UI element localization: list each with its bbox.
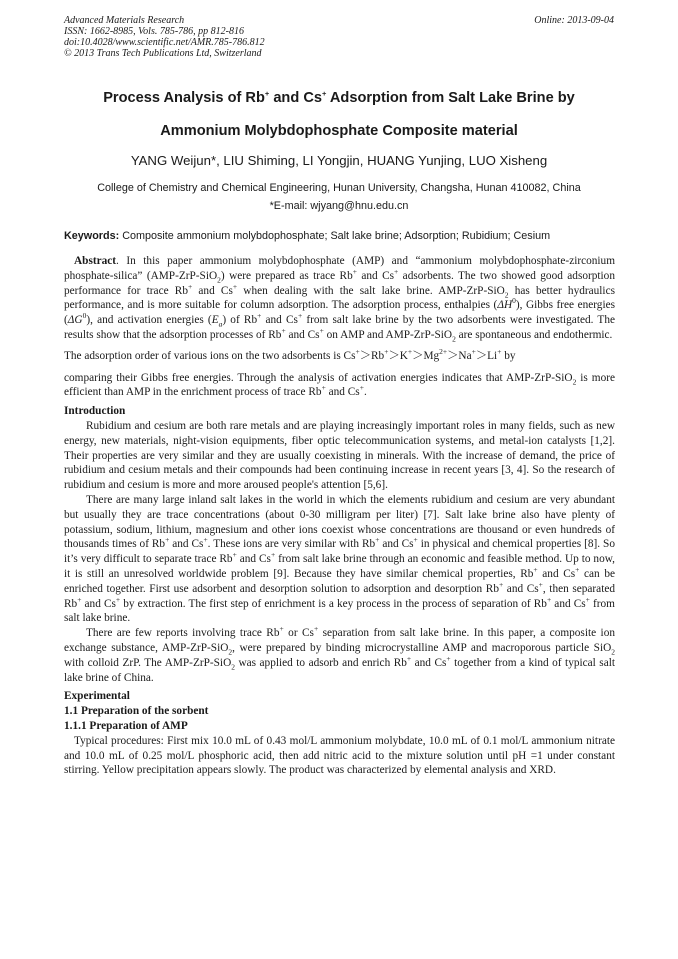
author-list: YANG Weijun*, LIU Shiming, LI Yongjin, HUANG Yunjing, LUO Xisheng	[130, 153, 548, 168]
introduction-paragraph-1: Rubidium and cesium are both rare metals and are playing increasingly important roles in many fields, such as new energy, new materials, night-vision equipments, fiber optic telecommunication systems, and metal-ion catalysts [1,2]. Their properties are very similar and they are usually coexisting in minerals. With the increase of demand, the price of rubidium and cesium metals and their compounds had been continuing increase in recent years [3, 4]. So the research of rubidium and cesium is more and more aroused people's attention [5,6].	[64, 419, 615, 492]
paper-body	[64, 254, 615, 778]
abstract-label: Abstract	[74, 255, 117, 267]
journal-issn: ISSN: 1662-8985, Vols. 785-786, pp 812-816	[64, 26, 244, 37]
abstract-paragraph: Abstract. In this paper ammonium molybdophosphate (AMP) and “ammonium molybdophosphate-zirconium phosphate-silica” (AMP-ZrP-SiO$_2$) were prepared as trace Rb+ and Cs+ adsorbents. The two showed good adsorption performance for trace Rb+ and Cs+ when dealing with the salt lake brine. AMP-ZrP-SiO$_2$ has better hydraulics performance, and is more suitable for column adsorption. The adsorption process, enthalpies $(\Delta H^0)$, Gibbs free energies $(\Delta G^0)$, and activation energies $(E_a)$ of Rb+ and Cs+ from salt lake brine by the two adsorbents were investigated. The results show that the adsorption processes of Rb+ and Cs+ on AMP and AMP-ZrP-SiO$_2$ are spontaneous and endothermic.	[64, 255, 615, 344]
keywords-label: Keywords:	[64, 230, 120, 242]
subsection-heading-1-1-1: 1.1.1 Preparation of AMP	[64, 719, 188, 732]
introduction-paragraph-3: There are few reports involving trace Rb+ or Cs+ separation from salt lake brine. In this paper, a composite ion exchange substance, AMP-ZrP-SiO$_2$, were prepared by binding microcrystalline AMP and macroporous particle SiO$_2$ with colloid ZrP. The AMP-ZrP-SiO$_2$ was applied to adsorb and enrich Rb+ and Cs+ together from a kind of typical salt lake brine of China.	[64, 624, 615, 684]
affiliation: College of Chemistry and Chemical Engineering, Hunan University, Changsha, Hunan 410082, China	[97, 182, 581, 194]
contact-email: *E-mail: wjyang@hnu.edu.cn	[269, 200, 409, 212]
paper-title-line-2: Ammonium Molybdophosphate Composite material	[160, 123, 518, 139]
journal-copyright: © 2013 Trans Tech Publications Ltd, Switzerland	[64, 48, 262, 59]
introduction-paragraph-2: There are many large inland salt lakes in the world in which the elements rubidium and cesium are very abundant but usually they are trace concentrations (about 0-30 milligram per liter) [7]. Salt lake brine also have plenty of potassium, sodium, lithium, magnesium and other ions coexist whose concentrations are thousand or even hundreds of thousands times of Rb+ and Cs+. These ions are very similar with Rb+ and Cs+ in physical and chemical properties [8]. So it’s very difficult to separate trace Rb+ and Cs+ from salt lake brine through an economic and feasible method. Up to now, it is still an unresolved worldwide problem [9]. Because they have similar chemical properties, Rb+ and Cs+ can be enriched together. First use adsorbent and desorption solution to adsorption and desorption Rb+ and Cs+, then separated Rb+ and Cs+ by extraction. The first step of enrichment is a key process in the process of separation of Rb+ and Cs+ from salt lake brine.	[64, 493, 615, 625]
paper-title-line-1: Process Analysis of Rb+ and Cs+ Adsorption from Salt Lake Brine by	[103, 89, 575, 106]
journal-name: Advanced Materials Research	[64, 15, 185, 26]
keywords	[64, 230, 616, 242]
adsorption-order-line: The adsorption order of various ions on the two adsorbents is $Cs^+>Rb^+>K^+>Mg^{2+}>Na^+>Li^+$ by	[64, 347, 516, 362]
journal-doi: doi:10.4028/www.scientific.net/AMR.785-786.812	[64, 37, 265, 48]
journal-header	[64, 15, 424, 59]
keywords-text: Composite ammonium molybdophosphate; Salt lake brine; Adsorption; Rubidium; Cesium	[119, 230, 551, 242]
introduction-heading: Introduction	[64, 405, 126, 418]
experimental-heading: Experimental	[64, 690, 130, 703]
online-date: Online: 2013-09-04	[534, 15, 614, 26]
abstract-conclusion: comparing their Gibbs free energies. Through the analysis of activation energies indicates that AMP-ZrP-SiO$_2$ is more efficient than AMP in the enrichment process of trace Rb+ and Cs+.	[64, 371, 615, 399]
subsection-heading-1-1: 1.1 Preparation of the sorbent	[64, 705, 209, 718]
experimental-paragraph-1: Typical procedures: First mix 10.0 mL of 0.43 mol/L ammonium molybdate, 10.0 mL of 0.1 mol/L ammonium nitrate and 10.0 mL of 0.25 mol/L phosphoric acid, then add nitric acid to the mixture solution until pH =1 under constant stirring. Yellow precipitation appears slowly. The product was characterized by elemental analysis and XRD.	[64, 734, 615, 777]
